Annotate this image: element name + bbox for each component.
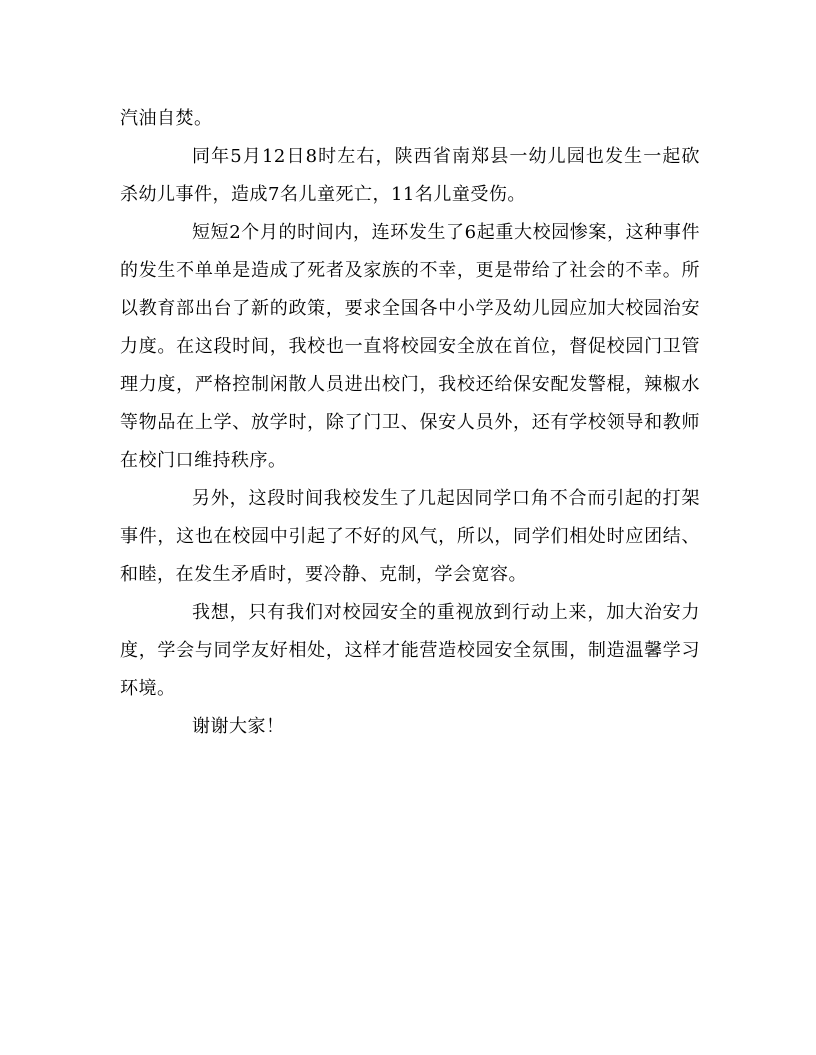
paragraph-3: 短短2个月的时间内，连环发生了6起重大校园惨案，这种事件的发生不单单是造成了死者及家族的不幸，更是带给了社会的不幸。所以教育部出台了新的政策，要求全国各中小学及幼儿园应加大校园治安力度。在这段时间，我校也一直将校园安全放在首位，督促校园门卫管理力度，严格控制闲散人员进出校门，我校还给保安配发警棍，辣椒水等物品在上学、放学时，除了门卫、保安人员外，还有学校领导和教师在校门口维持秩序。 [120, 222, 700, 471]
paragraph-4: 另外，这段时间我校发生了几起因同学口角不合而引起的打架事件，这也在校园中引起了不好的风气，所以，同学们相处时应团结、和睦，在发生矛盾时，要冷静、克制，学会宽容。 [120, 488, 700, 585]
closing-line: 谢谢大家！ [192, 716, 285, 737]
paragraph-2: 同年5月12日8时左右，陕西省南郑县一幼儿园也发生一起砍杀幼儿事件，造成7名儿童死亡，11名儿童受伤。 [120, 146, 700, 205]
document-body [120, 100, 700, 746]
paragraph-1: 汽油自焚。 [120, 108, 213, 129]
paragraph-5: 我想，只有我们对校园安全的重视放到行动上来，加大治安力度，学会与同学友好相处，这样才能营造校园安全氛围，制造温馨学习环境。 [120, 602, 700, 699]
